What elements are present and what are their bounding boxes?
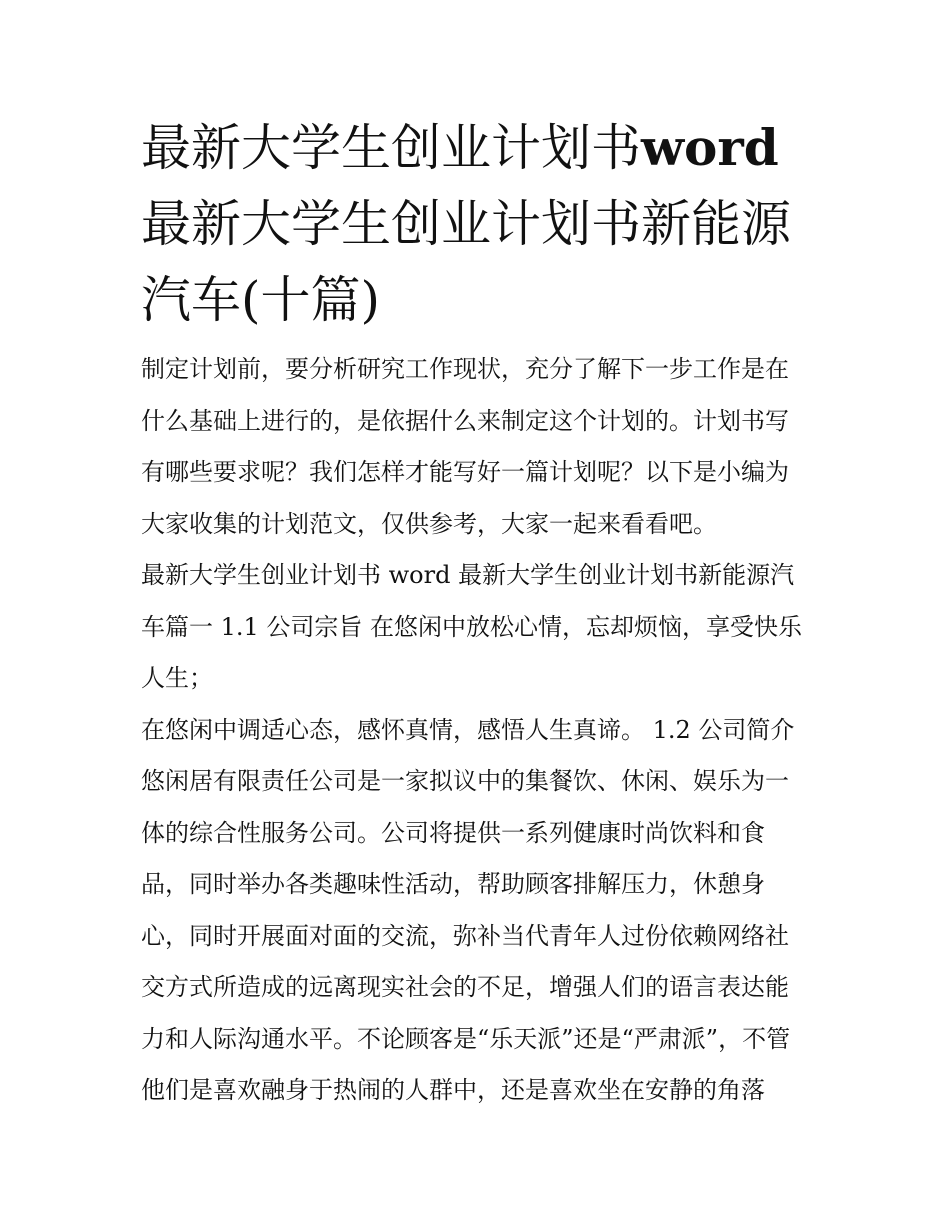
body-line: 心，同时开展面对面的交流，弥补当代青年人过份依赖网络社 — [141, 921, 789, 950]
body-line: 品，同时举办各类趣味性活动，帮助顾客排解压力，休憩身 — [141, 870, 765, 898]
intro-paragraph — [141, 344, 813, 550]
document-content — [141, 110, 813, 1117]
heading-paragraph — [141, 550, 813, 705]
body-line: 在悠闲中调适心态，感怀真情，感悟人生真谛。 1.2 公司简介 — [141, 715, 795, 744]
company-paragraph — [141, 705, 813, 1117]
body-line: 什么基础上进行的，是依据什么来制定这个计划的。计划书写 — [141, 406, 789, 435]
body-line: 悠闲居有限责任公司是一家拟议中的集餐饮、休闲、娱乐为一 — [141, 767, 789, 795]
body-line: 车篇一 1.1 公司宗旨 在悠闲中放松心情，忘却烦恼，享受快乐 — [141, 612, 803, 641]
body-line: 体的综合性服务公司。公司将提供一系列健康时尚饮料和食 — [141, 818, 765, 847]
title-line — [141, 110, 813, 186]
body-line: 有哪些要求呢？我们怎样才能写好一篇计划呢？以下是小编为 — [141, 458, 789, 486]
title-line: 汽车(十篇) — [141, 271, 381, 329]
body-line: 力和人际沟通水平。不论顾客是“乐天派”还是“严肃派”，不管 — [141, 1024, 791, 1053]
body-line: 人生； — [141, 664, 213, 692]
body-line: 交方式所造成的远离现实社会的不足，增强人们的语言表达能 — [141, 973, 789, 1001]
title-text-word: word — [641, 118, 779, 177]
document-title — [141, 110, 813, 338]
document-body — [141, 344, 813, 1117]
body-line: 他们是喜欢融身于热闹的人群中，还是喜欢坐在安静的角落 — [141, 1076, 765, 1104]
title-text-cn-1: 最新大学生创业计划书 — [141, 119, 641, 177]
body-line: 大家收集的计划范文，仅供参考，大家一起来看看吧。 — [141, 509, 717, 538]
body-line: 最新大学生创业计划书 word 最新大学生创业计划书新能源汽 — [141, 561, 795, 589]
title-line: 最新大学生创业计划书新能源 — [141, 195, 791, 253]
body-line: 制定计划前，要分析研究工作现状，充分了解下一步工作是在 — [141, 355, 789, 383]
